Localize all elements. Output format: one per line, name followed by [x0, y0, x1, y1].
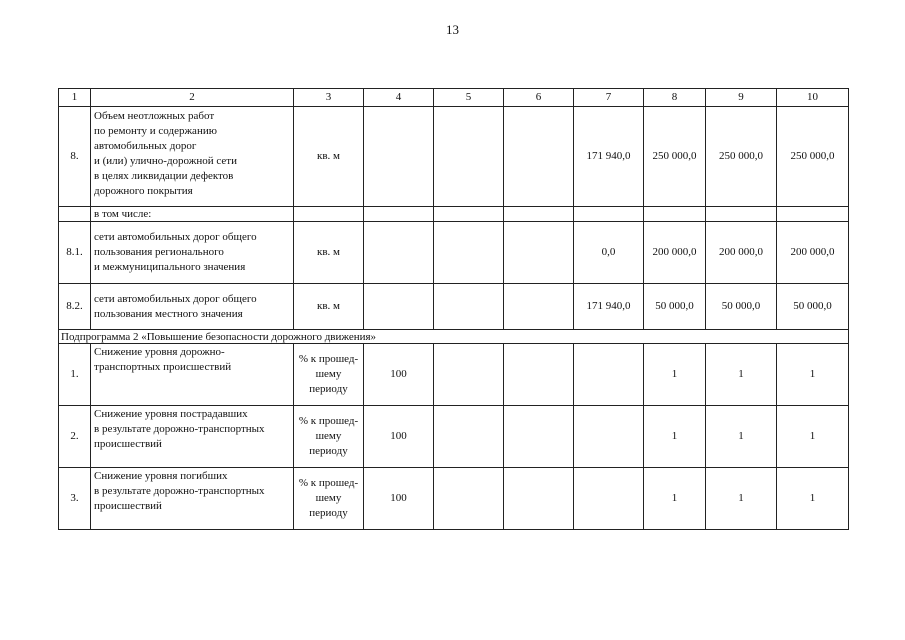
value-col7	[574, 406, 644, 468]
value-col7	[574, 468, 644, 530]
value-col4	[364, 222, 434, 284]
unit-cell: кв. м	[294, 284, 364, 330]
value-col9: 1	[706, 406, 777, 468]
value-col9: 250 000,0	[706, 107, 777, 207]
value-col5	[434, 468, 504, 530]
page-number: 13	[446, 22, 459, 37]
value-col4	[364, 107, 434, 207]
value-col10: 1	[777, 344, 849, 406]
header-cell: 10	[777, 89, 849, 107]
value-col6	[504, 222, 574, 284]
header-row	[59, 89, 849, 107]
value-col8: 1	[644, 468, 706, 530]
indicator-title: Снижение уровня пострадавших в результате дорожно-транспортных происшествий	[91, 406, 294, 468]
unit-cell: кв. м	[294, 222, 364, 284]
value-col9: 1	[706, 344, 777, 406]
value-col4: 100	[364, 406, 434, 468]
indicator-title: сети автомобильных дорог общего пользования регионального и межмуниципального значения	[91, 222, 294, 284]
value-col9: 50 000,0	[706, 284, 777, 330]
header-cell: 8	[644, 89, 706, 107]
unit-cell: кв. м	[294, 107, 364, 207]
value-col8: 200 000,0	[644, 222, 706, 284]
header-cell: 9	[706, 89, 777, 107]
value-col10: 50 000,0	[777, 284, 849, 330]
value-col7: 0,0	[574, 222, 644, 284]
value-col5	[434, 284, 504, 330]
table-row	[59, 344, 849, 406]
value-col5	[434, 222, 504, 284]
subprogram-title: Подпрограмма 2 «Повышение безопасности дорожного движения»	[59, 330, 849, 344]
table-row	[59, 284, 849, 330]
indicators-table	[58, 88, 849, 530]
value-col8: 250 000,0	[644, 107, 706, 207]
row-number: 8.2.	[59, 284, 91, 330]
subprogram-row	[59, 330, 849, 344]
value-col6	[504, 468, 574, 530]
header-cell: 5	[434, 89, 504, 107]
value-col6	[504, 284, 574, 330]
row-number: 1.	[59, 344, 91, 406]
value-col6	[504, 344, 574, 406]
table-row	[59, 468, 849, 530]
value-col10: 250 000,0	[777, 107, 849, 207]
header-cell: 1	[59, 89, 91, 107]
value-col9: 200 000,0	[706, 222, 777, 284]
value-col8: 1	[644, 344, 706, 406]
table-row	[59, 222, 849, 284]
value-col10: 1	[777, 406, 849, 468]
value-col7: 171 940,0	[574, 107, 644, 207]
value-col5	[434, 344, 504, 406]
unit-cell: % к прошед- шему периоду	[294, 468, 364, 530]
value-col8: 1	[644, 406, 706, 468]
value-col10: 1	[777, 468, 849, 530]
indicator-title: Снижение уровня погибших в результате дорожно-транспортных происшествий	[91, 468, 294, 530]
row-number: 8.	[59, 107, 91, 207]
value-col9: 1	[706, 468, 777, 530]
indicator-title: Снижение уровня дорожно- транспортных происшествий	[91, 344, 294, 406]
value-col4: 100	[364, 344, 434, 406]
row-number: 8.1.	[59, 222, 91, 284]
value-col7: 171 940,0	[574, 284, 644, 330]
header-cell: 2	[91, 89, 294, 107]
row-number: 3.	[59, 468, 91, 530]
header-cell: 7	[574, 89, 644, 107]
value-col4: 100	[364, 468, 434, 530]
indicator-title: Объем неотложных работ по ремонту и содержанию автомобильных дорог и (или) улично-дорожной сети в целях ликвидации дефектов дорожного покрытия	[91, 107, 294, 207]
row-number: 2.	[59, 406, 91, 468]
header-cell: 3	[294, 89, 364, 107]
including-label: в том числе:	[91, 207, 294, 222]
value-col4	[364, 284, 434, 330]
value-col7	[574, 344, 644, 406]
unit-cell: % к прошед- шему периоду	[294, 344, 364, 406]
value-col5	[434, 107, 504, 207]
unit-cell: % к прошед- шему периоду	[294, 406, 364, 468]
table-row	[59, 107, 849, 207]
header-cell: 6	[504, 89, 574, 107]
header-cell: 4	[364, 89, 434, 107]
value-col8: 50 000,0	[644, 284, 706, 330]
value-col6	[504, 107, 574, 207]
including-row	[59, 207, 849, 222]
value-col10: 200 000,0	[777, 222, 849, 284]
table-row	[59, 406, 849, 468]
indicator-title: сети автомобильных дорог общего пользования местного значения	[91, 284, 294, 330]
value-col6	[504, 406, 574, 468]
value-col5	[434, 406, 504, 468]
